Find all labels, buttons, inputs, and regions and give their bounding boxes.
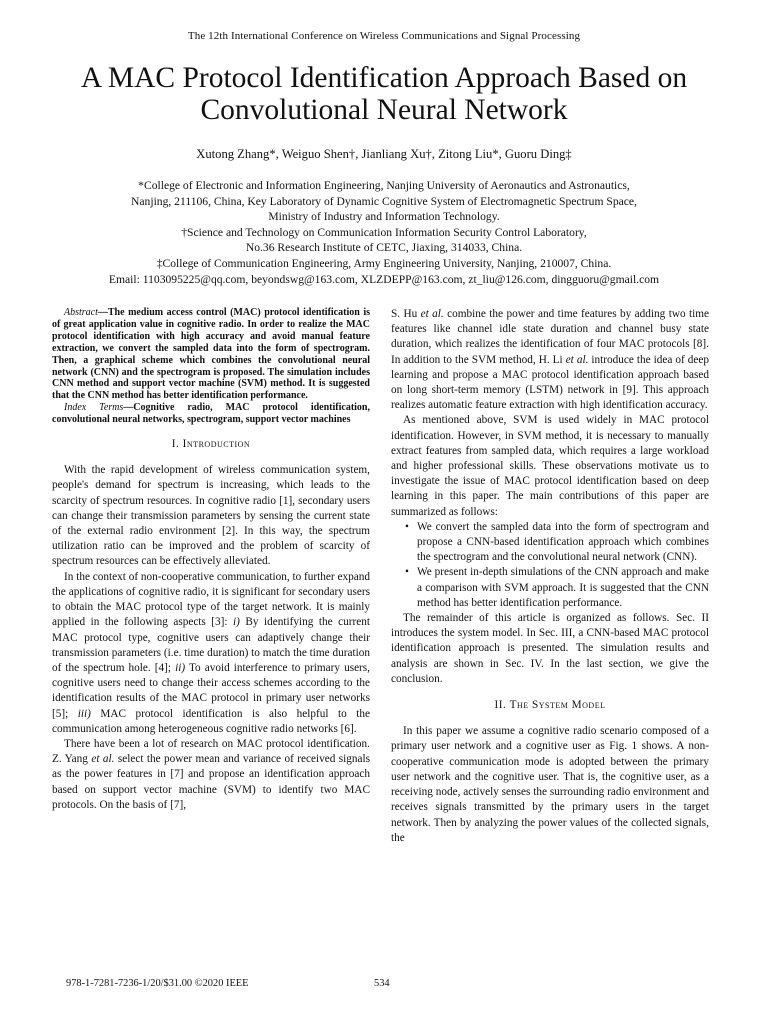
abstract-label: Abstract — [64, 307, 98, 318]
intro-paragraph-4: As mentioned above, SVM is used widely in MAC protocol identification. However, in SVM method, it is necessary to manually extract features from sampled data, which requires a large workload and higher professional skills. These observations motivate us to investigate the issue of MAC protocol identification based on deep learning in this paper. The main contributions of this paper are summarized as follows: — [391, 414, 709, 518]
section-heading-system-model — [391, 698, 709, 713]
text-run: MAC protocol identification is also helpful to the communication among heterogeneous cognitive radio networks [6]. — [52, 707, 370, 735]
index-terms-label: Index Terms — [64, 402, 124, 414]
index-terms — [52, 402, 370, 426]
intro-paragraph-2 — [52, 570, 370, 737]
right-column — [391, 307, 709, 846]
section-number: I. — [171, 438, 183, 451]
bullet-icon: • — [405, 566, 409, 579]
page-number: 534 — [374, 978, 390, 989]
title-line: A MAC Protocol Identification Approach Based on — [80, 62, 688, 94]
text-run: et al. — [565, 353, 589, 366]
list-item — [405, 520, 709, 566]
abstract-text: —The medium access control (MAC) protocol identification is of great application value in cognitive radio. In order to realize the MAC protocol identification with high accuracy and avoid manual feature extraction, we convert the sampled data into the form of spectrogram. Then, a graphical scheme which combines the convolutional neural network (CNN) and the spectrogram is proposed. The simulation includes CNN method and support vector machine (SVM) method. It is suggested that the CNN method has better identification performance. — [52, 307, 370, 402]
text-run: select the power mean and variance of received signals as the power features in [7] and propose an identification approach based on support vector machine (SVM) to identify two MAC protocols. On the basis of [7], — [52, 753, 370, 811]
text-run: S. Hu — [391, 308, 421, 320]
author-list: Xutong Zhang*, Weiguo Shen†, Jianliang Xu†, Zitong Liu*, Guoru Ding‡ — [196, 147, 572, 161]
intro-paragraph-3 — [52, 737, 370, 813]
affiliation-line: No.36 Research Institute of CETC, Jiaxing, 314033, China. — [245, 241, 523, 255]
section-number: II. — [494, 699, 510, 712]
text-run: There have been a lot of research on MAC protocol identification. Z. Yang — [52, 737, 370, 766]
intro-paragraph-5: The remainder of this article is organized as follows. Sec. II introduces the system model. In Sec. III, a CNN-based MAC protocol identification approach is presented. The simulation results and analysis are shown in Sec. IV. In the last section, we give the conclusion. — [391, 612, 709, 685]
text-run: introduce the idea of deep learning and propose a MAC protocol identification approach based on long short-term memory (LSTM) network in [9]. This approach realizes automatic feature extraction with high identification accuracy. — [391, 353, 710, 412]
text-run: ii) — [175, 661, 186, 674]
text-run: To avoid interference to primary users, cognitive users need to change their access schemes according to the identification results of the MAC protocol in primary user networks [5]; — [52, 661, 370, 720]
text-run: et al. — [91, 753, 115, 766]
list-item-text: We convert the sampled data into the form of spectrogram and propose a CNN-based identification approach which combines the spectrogram and the convolutional neural network (CNN). — [417, 520, 709, 564]
text-run: iii) — [77, 707, 91, 720]
system-model-paragraph-1: In this paper we assume a cognitive radio scenario composed of a primary user network and a cognitive user as Fig. 1 shows. A non-cooperative communication mode is adopted between the primary user network and the cognitive user. That is, the cognitive user, as a receiving node, actively senses the surrounding radio environment and receives signals transmitted by the primary users in the target network. Then by analyzing the power values of the collected signals, the — [391, 725, 709, 844]
affiliation-line: Nanjing, 211106, China, Key Laboratory of Dynamic Cognitive System of Electromagnetic Spectrum Space, — [131, 194, 637, 208]
affiliation-line: Ministry of Industry and Information Technology. — [268, 210, 500, 224]
email-line: Email: 1103095225@qq.com, beyondswg@163.com, XLZDEPP@163.com, zt_liu@126.com, dingguoru@gmail.com — [108, 272, 660, 286]
paper-title — [30, 62, 738, 126]
copyright-footer: 978-1-7281-7236-1/20/$31.00 ©2020 IEEE — [66, 978, 249, 989]
affiliations — [40, 178, 728, 287]
bullet-icon: • — [405, 520, 409, 533]
index-terms-text: —Cognitive radio, MAC protocol identification, convolutional neural networks, spectrogram, support vector machines — [52, 402, 370, 426]
text-run: In the context of non-cooperative communication, to further expand the applications of cognitive radio, it is significant for secondary users to obtain the MAC protocol type of the target network. It is mainly applied in the following aspects [3]: — [52, 570, 370, 629]
left-column — [52, 307, 370, 813]
text-run: et al. — [420, 308, 444, 320]
section-title: Introduction — [182, 438, 251, 451]
text-run: combine the power and time features by adding two time features like channel idle state duration and channel busy state duration, which realizes the identification of four MAC protocols [8]. In addition to the SVM method, H. Li — [391, 308, 709, 366]
list-item — [405, 565, 709, 611]
intro-paragraph-1: With the rapid development of wireless communication system, people's demand for spectrum is increasing, which leads to the scarcity of spectrum resources. In cognitive radio [1], secondary users can change their transmission parameters by sensing the current state of the external radio environment [2]. In this way, the spectrum utilization ratio can be improved and the problem of scarcity of spectrum resources can be effectively alleviated. — [52, 464, 370, 568]
section-heading-introduction — [52, 437, 370, 452]
list-item-text: We present in-depth simulations of the CNN approach and make a comparison with SVM approach. It is suggested that the CNN method has better identification performance. — [417, 566, 709, 609]
affiliation-line: ‡College of Communication Engineering, Army Engineering University, Nanjing, 210007, China. — [156, 256, 612, 270]
title-line: Convolutional Neural Network — [200, 94, 568, 126]
text-run: By identifying the current MAC protocol type, cognitive users can adaptively change their transmission parameters (i.e. time duration) to match the time duration of the spectrum hole. [4]; — [52, 616, 370, 674]
text-run: i) — [233, 616, 240, 629]
running-header: The 12th International Conference on Wireless Communications and Signal Processing — [187, 30, 581, 42]
abstract — [52, 307, 370, 402]
section-title: The System Model — [509, 699, 606, 712]
affiliation-line: *College of Electronic and Information Engineering, Nanjing University of Aeronautics and Astronautics, — [138, 179, 630, 192]
affiliation-line: †Science and Technology on Communication Information Security Control Laboratory, — [181, 225, 587, 239]
contributions-list — [391, 520, 709, 611]
intro-paragraph-3-cont — [391, 307, 709, 413]
